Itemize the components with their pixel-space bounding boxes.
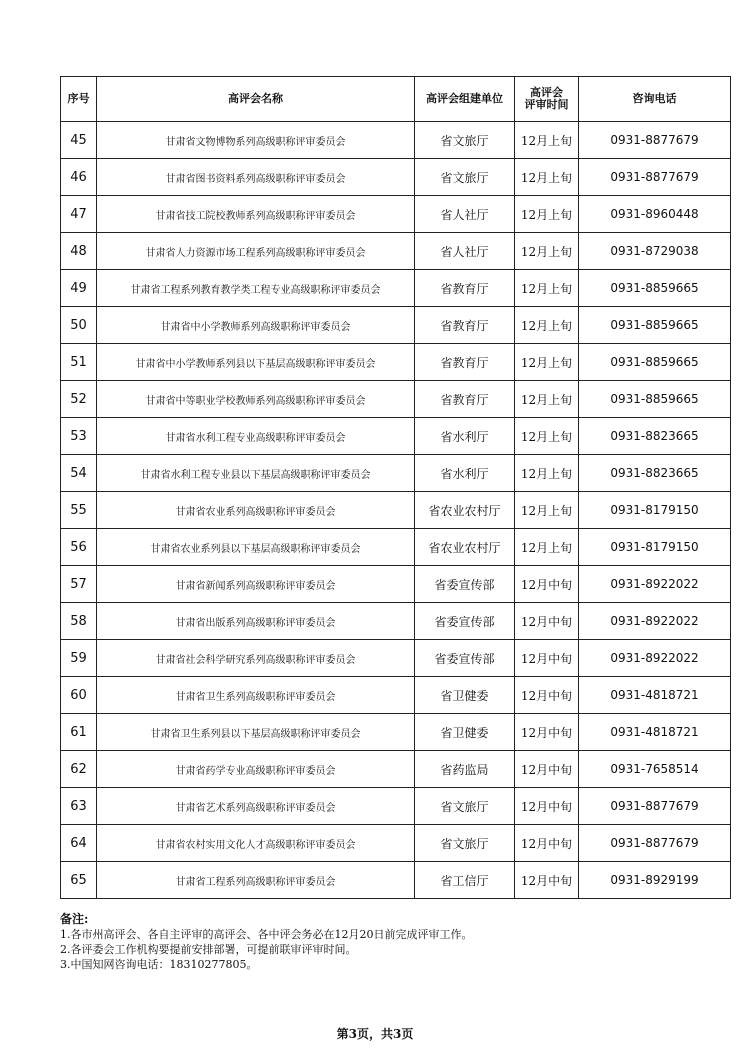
cell-review-time: 12月上旬 [515, 270, 579, 307]
cell-committee-name: 甘肃省艺术系列高级职称评审委员会 [97, 788, 415, 825]
cell-committee-name: 甘肃省农村实用文化人才高级职称评审委员会 [97, 825, 415, 862]
cell-phone: 0931-8877679 [579, 825, 731, 862]
cell-committee-name: 甘肃省文物博物系列高级职称评审委员会 [97, 122, 415, 159]
cell-review-time: 12月上旬 [515, 233, 579, 270]
cell-review-time: 12月上旬 [515, 159, 579, 196]
cell-phone: 0931-8960448 [579, 196, 731, 233]
header-unit: 高评会组建单位 [415, 77, 515, 122]
cell-unit: 省药监局 [415, 751, 515, 788]
cell-no: 54 [61, 455, 97, 492]
cell-committee-name: 甘肃省人力资源市场工程系列高级职称评审委员会 [97, 233, 415, 270]
note-item-3: 3.中国知网咨询电话：18310277805。 [60, 958, 258, 971]
header-time [515, 77, 579, 122]
cell-committee-name: 甘肃省图书资料系列高级职称评审委员会 [97, 159, 415, 196]
cell-no: 65 [61, 862, 97, 899]
table-row [61, 714, 731, 751]
table-row [61, 603, 731, 640]
cell-phone: 0931-4818721 [579, 677, 731, 714]
cell-review-time: 12月中旬 [515, 640, 579, 677]
cell-review-time: 12月中旬 [515, 825, 579, 862]
cell-unit: 省农业农村厅 [415, 529, 515, 566]
cell-unit: 省教育厅 [415, 381, 515, 418]
cell-review-time: 12月上旬 [515, 381, 579, 418]
cell-review-time: 12月中旬 [515, 788, 579, 825]
cell-committee-name: 甘肃省中小学教师系列高级职称评审委员会 [97, 307, 415, 344]
cell-committee-name: 甘肃省中小学教师系列县以下基层高级职称评审委员会 [97, 344, 415, 381]
table-row [61, 307, 731, 344]
cell-no: 53 [61, 418, 97, 455]
cell-committee-name: 甘肃省农业系列县以下基层高级职称评审委员会 [97, 529, 415, 566]
cell-no: 62 [61, 751, 97, 788]
cell-no: 63 [61, 788, 97, 825]
cell-no: 56 [61, 529, 97, 566]
cell-unit: 省文旅厅 [415, 122, 515, 159]
cell-unit: 省文旅厅 [415, 159, 515, 196]
cell-no: 47 [61, 196, 97, 233]
cell-phone: 0931-8859665 [579, 307, 731, 344]
cell-phone: 0931-8877679 [579, 159, 731, 196]
cell-no: 50 [61, 307, 97, 344]
cell-phone: 0931-8859665 [579, 381, 731, 418]
cell-unit: 省教育厅 [415, 307, 515, 344]
cell-no: 48 [61, 233, 97, 270]
cell-phone: 0931-8859665 [579, 344, 731, 381]
cell-no: 61 [61, 714, 97, 751]
cell-review-time: 12月上旬 [515, 196, 579, 233]
cell-phone: 0931-8929199 [579, 862, 731, 899]
cell-unit: 省水利厅 [415, 455, 515, 492]
cell-review-time: 12月上旬 [515, 492, 579, 529]
table-row [61, 640, 731, 677]
table-row [61, 196, 731, 233]
cell-review-time: 12月中旬 [515, 677, 579, 714]
cell-committee-name: 甘肃省社会科学研究系列高级职称评审委员会 [97, 640, 415, 677]
cell-unit: 省卫健委 [415, 714, 515, 751]
cell-committee-name: 甘肃省中等职业学校教师系列高级职称评审委员会 [97, 381, 415, 418]
table-row [61, 492, 731, 529]
table-row [61, 566, 731, 603]
table-body [61, 122, 731, 899]
header-phone: 咨询电话 [579, 77, 731, 122]
cell-no: 46 [61, 159, 97, 196]
cell-phone: 0931-8859665 [579, 270, 731, 307]
cell-committee-name: 甘肃省水利工程专业县以下基层高级职称评审委员会 [97, 455, 415, 492]
cell-committee-name: 甘肃省工程系列教育教学类工程专业高级职称评审委员会 [97, 270, 415, 307]
cell-unit: 省委宣传部 [415, 640, 515, 677]
header-time-line1: 高评会 [530, 86, 563, 99]
table-row [61, 344, 731, 381]
cell-unit: 省教育厅 [415, 344, 515, 381]
table-row [61, 418, 731, 455]
table-row [61, 381, 731, 418]
cell-no: 52 [61, 381, 97, 418]
cell-review-time: 12月上旬 [515, 529, 579, 566]
cell-review-time: 12月中旬 [515, 603, 579, 640]
table-row [61, 233, 731, 270]
cell-committee-name: 甘肃省水利工程专业高级职称评审委员会 [97, 418, 415, 455]
cell-no: 55 [61, 492, 97, 529]
cell-no: 49 [61, 270, 97, 307]
cell-no: 59 [61, 640, 97, 677]
cell-review-time: 12月上旬 [515, 455, 579, 492]
note-item-1: 1.各市州高评会、各自主评审的高评会、各中评会务必在12月20日前完成评审工作。 [60, 928, 473, 941]
table-row [61, 751, 731, 788]
cell-committee-name: 甘肃省药学专业高级职称评审委员会 [97, 751, 415, 788]
committee-schedule-table [60, 76, 731, 899]
cell-phone: 0931-7658514 [579, 751, 731, 788]
table-row [61, 159, 731, 196]
cell-no: 51 [61, 344, 97, 381]
cell-unit: 省委宣传部 [415, 566, 515, 603]
cell-unit: 省人社厅 [415, 196, 515, 233]
cell-committee-name: 甘肃省出版系列高级职称评审委员会 [97, 603, 415, 640]
cell-unit: 省人社厅 [415, 233, 515, 270]
notes-title: 备注: [60, 912, 89, 926]
note-item-2: 2.各评委会工作机构要提前安排部署，可提前联审评审时间。 [60, 943, 357, 956]
cell-no: 60 [61, 677, 97, 714]
cell-committee-name: 甘肃省工程系列高级职称评审委员会 [97, 862, 415, 899]
table-row [61, 825, 731, 862]
cell-phone: 0931-8922022 [579, 566, 731, 603]
cell-committee-name: 甘肃省卫生系列县以下基层高级职称评审委员会 [97, 714, 415, 751]
cell-unit: 省工信厅 [415, 862, 515, 899]
table-row [61, 677, 731, 714]
cell-phone: 0931-8823665 [579, 455, 731, 492]
cell-review-time: 12月上旬 [515, 418, 579, 455]
notes-section [60, 912, 740, 972]
cell-phone: 0931-8179150 [579, 492, 731, 529]
cell-review-time: 12月中旬 [515, 566, 579, 603]
cell-committee-name: 甘肃省技工院校教师系列高级职称评审委员会 [97, 196, 415, 233]
header-time-line2: 评审时间 [524, 98, 569, 111]
header-no: 序号 [61, 77, 97, 122]
cell-phone: 0931-8922022 [579, 603, 731, 640]
cell-phone: 0931-8922022 [579, 640, 731, 677]
cell-unit: 省农业农村厅 [415, 492, 515, 529]
cell-review-time: 12月上旬 [515, 307, 579, 344]
cell-phone: 0931-8823665 [579, 418, 731, 455]
table-row [61, 862, 731, 899]
table-header-row [61, 77, 731, 122]
cell-unit: 省教育厅 [415, 270, 515, 307]
cell-phone: 0931-4818721 [579, 714, 731, 751]
cell-phone: 0931-8729038 [579, 233, 731, 270]
page-number: 第3页，共3页 [336, 1027, 414, 1041]
cell-review-time: 12月中旬 [515, 862, 579, 899]
cell-no: 45 [61, 122, 97, 159]
cell-review-time: 12月上旬 [515, 122, 579, 159]
cell-unit: 省卫健委 [415, 677, 515, 714]
cell-phone: 0931-8877679 [579, 122, 731, 159]
cell-review-time: 12月中旬 [515, 714, 579, 751]
cell-committee-name: 甘肃省卫生系列高级职称评审委员会 [97, 677, 415, 714]
header-name: 高评会名称 [97, 77, 415, 122]
cell-unit: 省水利厅 [415, 418, 515, 455]
cell-committee-name: 甘肃省农业系列高级职称评审委员会 [97, 492, 415, 529]
cell-no: 58 [61, 603, 97, 640]
cell-review-time: 12月上旬 [515, 344, 579, 381]
table-row [61, 455, 731, 492]
cell-unit: 省委宣传部 [415, 603, 515, 640]
cell-phone: 0931-8179150 [579, 529, 731, 566]
table-row [61, 529, 731, 566]
cell-no: 57 [61, 566, 97, 603]
table-row [61, 122, 731, 159]
cell-phone: 0931-8877679 [579, 788, 731, 825]
table-row [61, 788, 731, 825]
cell-review-time: 12月中旬 [515, 751, 579, 788]
table-row [61, 270, 731, 307]
cell-committee-name: 甘肃省新闻系列高级职称评审委员会 [97, 566, 415, 603]
cell-no: 64 [61, 825, 97, 862]
cell-unit: 省文旅厅 [415, 788, 515, 825]
cell-unit: 省文旅厅 [415, 825, 515, 862]
